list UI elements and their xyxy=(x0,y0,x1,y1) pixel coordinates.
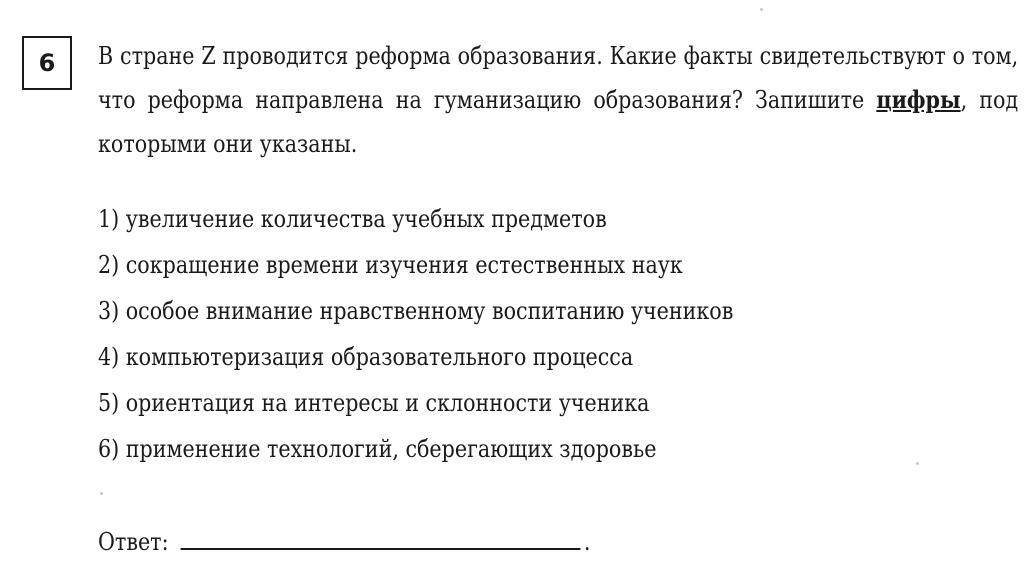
question-emphasis: цифры xyxy=(876,85,961,114)
question-text-start: В стране Z проводится реформа образования. Какие факты свидетельствуют о том, что реформа направлена на гуманизацию образования? Запишите xyxy=(98,42,1019,114)
question-text xyxy=(98,34,1018,166)
scan-speck xyxy=(916,462,919,465)
answer-input-line[interactable] xyxy=(181,520,581,550)
task-number-box xyxy=(22,36,72,90)
answer-label: Ответ: xyxy=(98,528,169,556)
option-item-4: 4) компьютеризация образовательного процесса xyxy=(98,343,634,371)
scan-speck xyxy=(760,8,763,11)
answer-end-mark: . xyxy=(583,528,591,556)
option-item-6: 6) применение технологий, сберегающих здоровье xyxy=(98,435,657,463)
option-item-3: 3) особое внимание нравственному воспитанию учеников xyxy=(98,297,734,325)
answer-options-list xyxy=(98,196,733,472)
task-number: 6 xyxy=(38,49,56,77)
scan-speck xyxy=(100,492,103,495)
answer-row xyxy=(98,520,590,562)
option-item-1: 1) увеличение количества учебных предметов xyxy=(98,205,607,233)
option-item-5: 5) ориентация на интересы и склонности ученика xyxy=(98,389,650,417)
option-item-2: 2) сокращение времени изучения естественных наук xyxy=(98,251,683,279)
question-text-end: , под которыми они указаны. xyxy=(98,86,1019,158)
